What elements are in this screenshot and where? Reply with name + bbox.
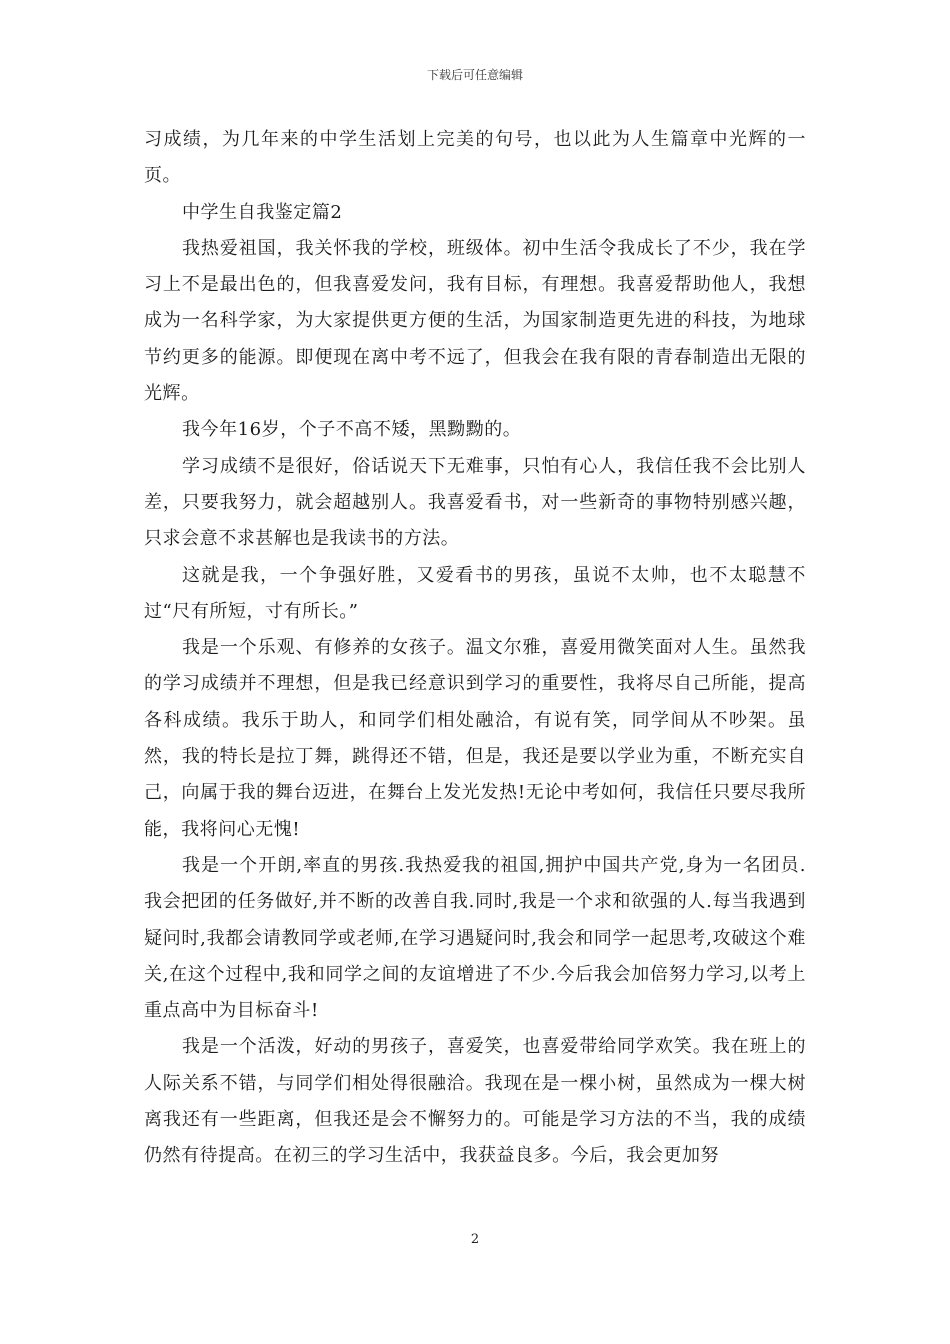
- document-body: [144, 122, 806, 1175]
- page-header: 下载后可任意编辑: [426, 68, 523, 82]
- paragraph: 我今年16岁，个子不高不矮，黑黝黝的。: [182, 419, 522, 441]
- paragraph: 我是一个开朗,率直的男孩.我热爱我的祖国,拥护中国共产党,身为一名团员.我会把团的任务做好,并不断的改善自我.同时,我是一个求和欲强的人.每当我遇到疑问时,我都会请教同学或老师,在学习遇疑问时,我会和同学一起思考,攻破这个难关,在这个过程中,我和同学之间的友谊增进了不少.今后我会加倍努力学习,以考上重点高中为目标奋斗!: [144, 854, 806, 1022]
- paragraph: 我是一个乐观、有修养的女孩子。温文尔雅，喜爱用微笑面对人生。虽然我的学习成绩并不理想，但是我已经意识到学习的重要性，我将尽自己所能，提高各科成绩。我乐于助人，和同学们相处融洽，有说有笑，同学间从不吵架。虽然，我的特长是拉丁舞，跳得还不错，但是，我还是要以学业为重，不断充实自己，向属于我的舞台迈进，在舞台上发光发热!无论中考如何，我信任只要尽我所能，我将问心无愧!: [144, 637, 806, 840]
- section-heading: 中学生自我鉴定篇2: [182, 201, 343, 223]
- paragraph: 学习成绩不是很好，俗话说天下无难事，只怕有心人，我信任我不会比别人差，只要我努力，就会超越别人。我喜爱看书，对一些新奇的事物特别感兴趣，只求会意不求甚解也是我读书的方法。: [144, 455, 806, 550]
- paragraph: 习成绩，为几年来的中学生活划上完美的句号，也以此为人生篇章中光辉的一页。: [144, 129, 806, 187]
- page-number: 2: [470, 1232, 480, 1247]
- paragraph: 这就是我，一个争强好胜，又爱看书的男孩，虽说不太帅，也不太聪慧不过“尺有所短，寸有所长。”: [144, 564, 806, 622]
- paragraph: 我是一个活泼，好动的男孩子，喜爱笑，也喜爱带给同学欢笑。我在班上的人际关系不错，与同学们相处得很融洽。我现在是一棵小树，虽然成为一棵大树离我还有一些距离，但我还是会不懈努力的。可能是学习方法的不当，我的成绩仍然有待提高。在初三的学习生活中，我获益良多。今后，我会更加努: [144, 1036, 806, 1167]
- paragraph: 我热爱祖国，我关怀我的学校，班级体。初中生活令我成长了不少，我在学习上不是最出色的，但我喜爱发问，我有目标，有理想。我喜爱帮助他人，我想成为一名科学家，为大家提供更方便的生活，为国家制造更先进的科技，为地球节约更多的能源。即便现在离中考不远了，但我会在我有限的青春制造出无限的光辉。: [144, 237, 806, 405]
